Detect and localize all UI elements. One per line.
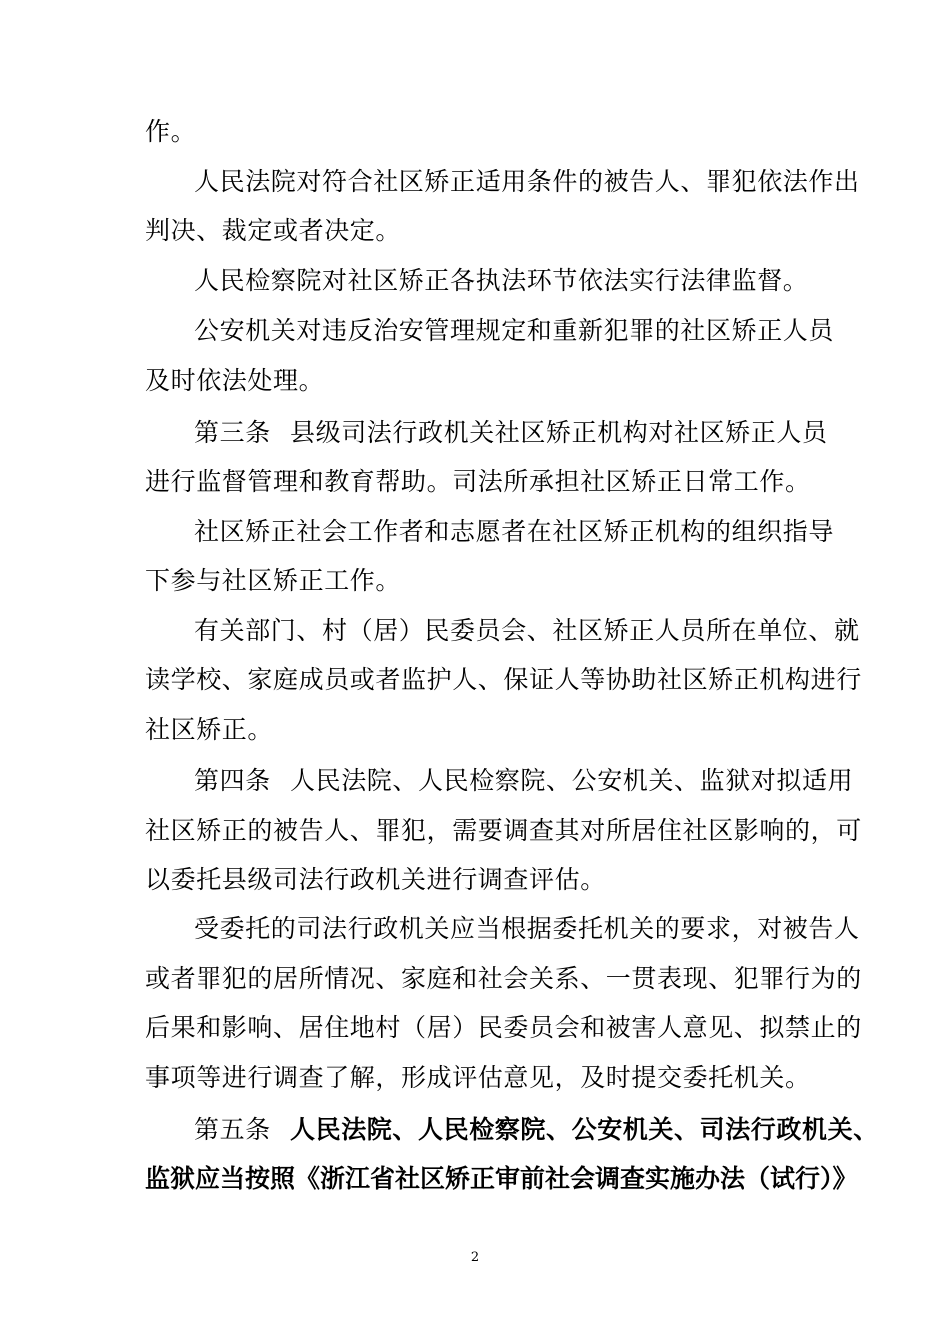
- text-line: 有关部门、村（居）民委员会、社区矫正人员所在单位、就: [194, 616, 860, 645]
- text-line: 县级司法行政机关社区矫正机构对社区矫正人员: [290, 418, 828, 447]
- article-heading: 第五条: [194, 1115, 271, 1144]
- article-paragraph: [194, 766, 853, 796]
- text-line: 作。: [145, 117, 197, 146]
- text-line: 社区矫正社会工作者和志愿者在社区矫正机构的组织指导: [194, 517, 835, 546]
- text-line: 或者罪犯的居所情况、家庭和社会关系、一贯表现、犯罪行为的: [145, 964, 862, 993]
- text-line: 下参与社区矫正工作。: [145, 566, 402, 595]
- text-line: 人民检察院对社区矫正各执法环节依法实行法律监督。: [194, 266, 809, 295]
- article-paragraph: [194, 1115, 879, 1145]
- text-line: 社区矫正。: [145, 715, 274, 744]
- text-line: 判决、裁定或者决定。: [145, 216, 402, 245]
- text-line: 受委托的司法行政机关应当根据委托机关的要求，对被告人: [194, 914, 860, 943]
- text-line: 人民法院、人民检察院、公安机关、司法行政机关、: [290, 1115, 879, 1144]
- page-number: 2: [470, 1250, 480, 1265]
- article-heading: 第三条: [194, 418, 271, 447]
- text-line: 读学校、家庭成员或者监护人、保证人等协助社区矫正机构进行: [145, 665, 862, 694]
- article-paragraph: [194, 418, 828, 448]
- text-line: 人民法院、人民检察院、公安机关、监狱对拟适用: [290, 766, 854, 795]
- text-line: 以委托县级司法行政机关进行调查评估。: [145, 865, 606, 894]
- article-heading: 第四条: [194, 766, 271, 795]
- text-line: 事项等进行调查了解，形成评估意见，及时提交委托机关。: [145, 1063, 811, 1092]
- text-line: 监狱应当按照《浙江省社区矫正审前社会调查实施办法（试行）》: [145, 1164, 858, 1193]
- text-line: 人民法院对符合社区矫正适用条件的被告人、罪犯依法作出: [194, 167, 860, 196]
- text-line: 及时依法处理。: [145, 366, 325, 395]
- text-line: 社区矫正的被告人、罪犯，需要调查其对所居住社区影响的，可: [145, 816, 862, 845]
- text-line: 后果和影响、居住地村（居）民委员会和被害人意见、拟禁止的: [145, 1013, 862, 1042]
- text-line: 公安机关对违反治安管理规定和重新犯罪的社区矫正人员: [194, 316, 835, 345]
- text-line: 进行监督管理和教育帮助。司法所承担社区矫正日常工作。: [145, 467, 811, 496]
